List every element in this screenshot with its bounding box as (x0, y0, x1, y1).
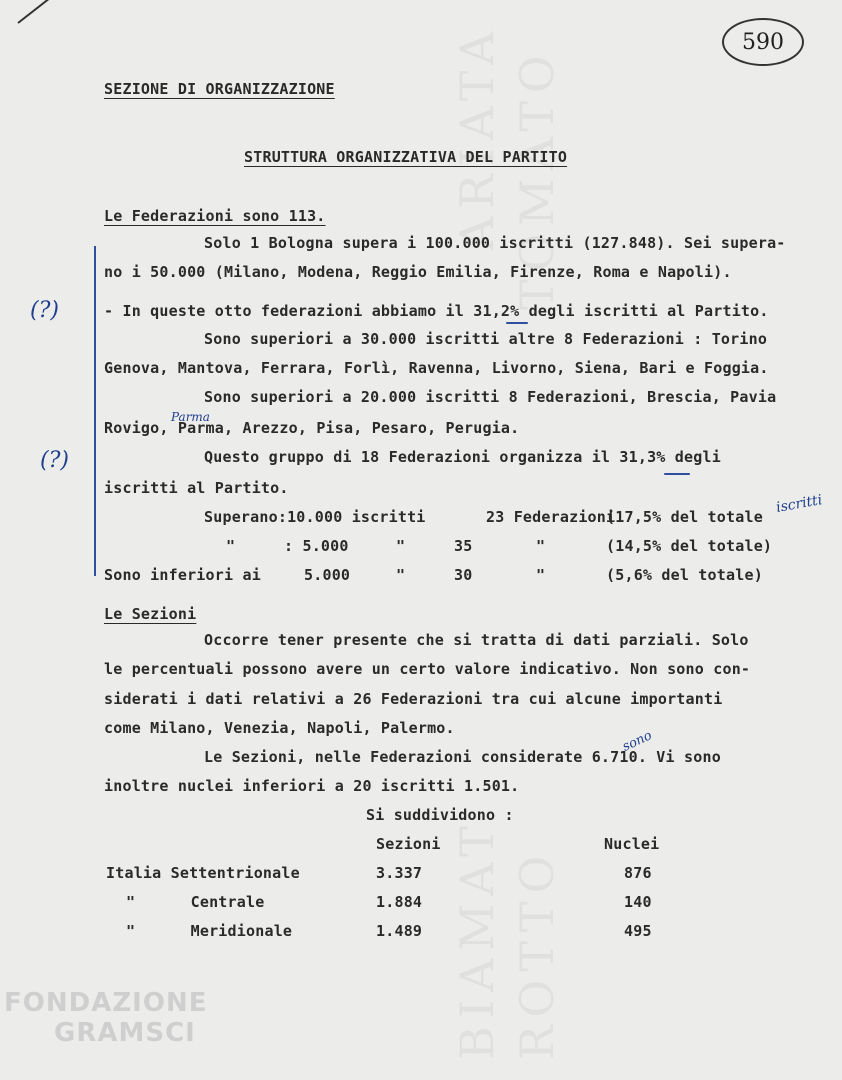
row-amount (284, 537, 349, 555)
handwritten-question-mark: (?) (30, 298, 59, 323)
text-fragment: Rovigo, (104, 419, 178, 437)
text-line: come Milano, Venezia, Napoli, Palermo. (104, 719, 455, 737)
ditto-mark: " (396, 566, 406, 584)
table-cell-sezioni: 3.337 (376, 864, 423, 882)
row-percent: (14,5% del totale) (606, 537, 773, 555)
text-fragment: Parma, Arezzo, Pisa, Pesaro, Perugia. (177, 419, 520, 437)
text-line: Sono superiori a 30.000 iscritti altre 8 Federazioni : Torino (204, 330, 768, 348)
table-intro: Si suddividono : (366, 806, 514, 824)
sezioni-heading: Le Sezioni (104, 605, 197, 623)
table-cell-nuclei: 495 (624, 922, 652, 940)
row-label: Sono inferiori ai (104, 566, 261, 584)
text-line: Sono superiori a 20.000 iscritti 8 Federazioni, Brescia, Pavia (204, 388, 777, 406)
document-title: STRUTTURA ORGANIZZATIVA DEL PARTITO (244, 148, 568, 166)
section-heading: SEZIONE DI ORGANIZZAZIONE (104, 80, 335, 98)
text-line: Genova, Mantova, Ferrara, Forlì, Ravenna, Livorno, Siena, Bari e Foggia. (104, 359, 769, 377)
row-count: 35 (454, 537, 473, 555)
handwritten-correction: Parma (171, 410, 210, 424)
column-header-sezioni: Sezioni (376, 835, 441, 853)
pen-tick-mark (17, 0, 50, 24)
margin-bracket-line (94, 246, 96, 576)
text-line: siderati i dati relativi a 26 Federazioni tra cui alcune importanti (104, 690, 723, 708)
text-line: - In queste otto federazioni abbiamo il 31,2% degli iscritti al Partito. (104, 302, 769, 320)
row-count-value: 23 (486, 508, 505, 526)
page-number: 590 (742, 29, 784, 55)
row-amount-value: 5.000 (302, 537, 349, 555)
table-cell-nuclei: 876 (624, 864, 652, 882)
table-cell-sezioni: 1.884 (376, 893, 423, 911)
row-amount: 5.000 (304, 566, 351, 584)
row-percent: (5,6% del totale) (606, 566, 763, 584)
text-line (104, 419, 519, 437)
text-line: iscritti al Partito. (104, 479, 289, 497)
row-amount: 10.000 iscritti (287, 508, 426, 526)
text-line: inoltre nuclei inferiori a 20 iscritti 1.501. (104, 777, 520, 795)
ditto-mark: " (226, 537, 236, 555)
pen-underline (506, 322, 528, 324)
archive-watermark-logo (4, 988, 207, 1048)
watermark-line: GRAMSCI (54, 1018, 196, 1048)
bleed-through-text: ARIATA (450, 23, 504, 250)
column-header-nuclei: Nuclei (604, 835, 660, 853)
ditto-mark: " (396, 537, 406, 555)
text-line: no i 50.000 (Milano, Modena, Reggio Emilia, Firenze, Roma e Napoli). (104, 263, 732, 281)
table-cell-sezioni: 1.489 (376, 922, 423, 940)
pen-underline (664, 473, 690, 475)
bleed-through-text: ROTTO (510, 847, 564, 1060)
ditto-mark: " (536, 566, 546, 584)
text-line: Le Sezioni, nelle Federazioni considerate 6.710. Vi sono (204, 748, 721, 766)
table-row-label: " Centrale (126, 893, 265, 911)
handwritten-question-mark: (?) (40, 448, 69, 473)
row-word: Federazioni (513, 508, 616, 526)
text-line: le percentuali possono avere un certo valore indicativo. Non sono con- (104, 660, 751, 678)
row-label: Superano: (204, 508, 288, 526)
text-line: Occorre tener presente che si tratta di dati parziali. Solo (204, 631, 749, 649)
row-count: 30 (454, 566, 473, 584)
text-line: Solo 1 Bologna supera i 100.000 iscritti (127.848). Sei supera- (204, 234, 786, 252)
watermark-line: FONDAZIONE (4, 988, 208, 1018)
federation-row (204, 508, 426, 526)
bleed-through-text: TOMATO (510, 47, 564, 310)
row-count (486, 508, 615, 526)
federazioni-heading: Le Federazioni sono 113. (104, 207, 326, 225)
handwritten-note: sono (620, 728, 655, 755)
bleed-through-text: BIAMAT (450, 818, 504, 1060)
table-row-label: Italia Settentrionale (106, 864, 300, 882)
ditto-mark: " (536, 537, 546, 555)
text-line: Questo gruppo di 18 Federazioni organizza il 31,3% degli (204, 448, 721, 466)
row-percent: (17,5% del totale (606, 508, 763, 526)
table-cell-nuclei: 140 (624, 893, 652, 911)
page-number-stamp (722, 18, 804, 66)
table-row-label: " Meridionale (126, 922, 293, 940)
row-separator: : (284, 537, 294, 555)
handwritten-note: iscritti (774, 492, 824, 516)
